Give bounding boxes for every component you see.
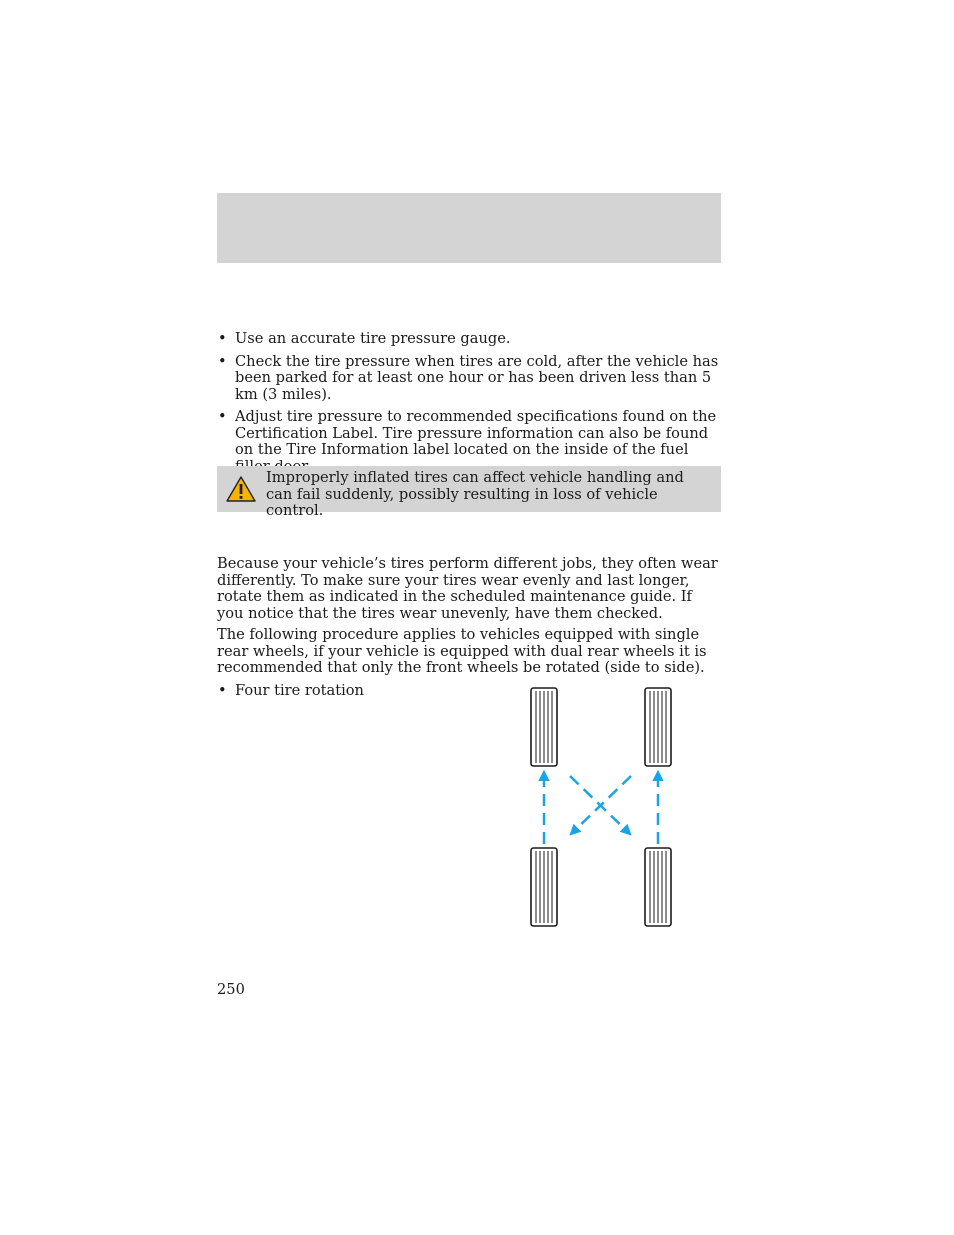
rear-left-tire-icon: [531, 848, 557, 926]
rotation-paragraph: Because your vehicle’s tires perform different jobs, they often wear differently. To make sure your tires wear evenly and last longer, rotate them as indicated in the scheduled maintenance guide. If you notice that the tires wear unevenly, have them checked.: [217, 555, 718, 622]
list-item: [217, 354, 721, 404]
section-header-band: [217, 193, 721, 263]
list-item-text: Check the tire pressure when tires are cold, after the vehicle has been parked for at least one hour or has been driven less than 5 km (3 miles).: [235, 352, 719, 403]
warning-text: Improperly inflated tires can affect vehicle handling and can fail suddenly, possibly resulting in loss of vehicle control.: [266, 469, 684, 519]
warning-triangle-icon: [225, 475, 257, 503]
list-item-text: Four tire rotation: [235, 682, 364, 699]
bullet-dot: •: [218, 352, 227, 370]
page-number: 250: [217, 981, 245, 998]
bullet-dot: •: [218, 682, 227, 699]
list-item-text: Use an accurate tire pressure gauge.: [235, 330, 511, 347]
list-item: [217, 331, 721, 348]
pressure-tips-list: [217, 331, 721, 481]
rear-right-tire-icon: [645, 848, 671, 926]
warning-box: [217, 466, 721, 519]
four-tire-rotation-diagram: [520, 684, 690, 930]
front-right-to-rear-left-arrow: [571, 776, 631, 834]
front-right-tire-icon: [645, 688, 671, 766]
bullet-dot: •: [218, 408, 227, 425]
bullet-dot: •: [218, 330, 227, 347]
dual-wheel-paragraph: The following procedure applies to vehicles equipped with single rear wheels, if your vehicle is equipped with dual rear wheels it is recommended that only the front wheels be rotated (side to side).: [217, 626, 707, 676]
list-item-text: Adjust tire pressure to recommended specifications found on the Certification Label. Tire pressure information can also be found on the Tire Information label located on the inside of the fuel: [235, 408, 717, 458]
front-left-tire-icon: [531, 688, 557, 766]
